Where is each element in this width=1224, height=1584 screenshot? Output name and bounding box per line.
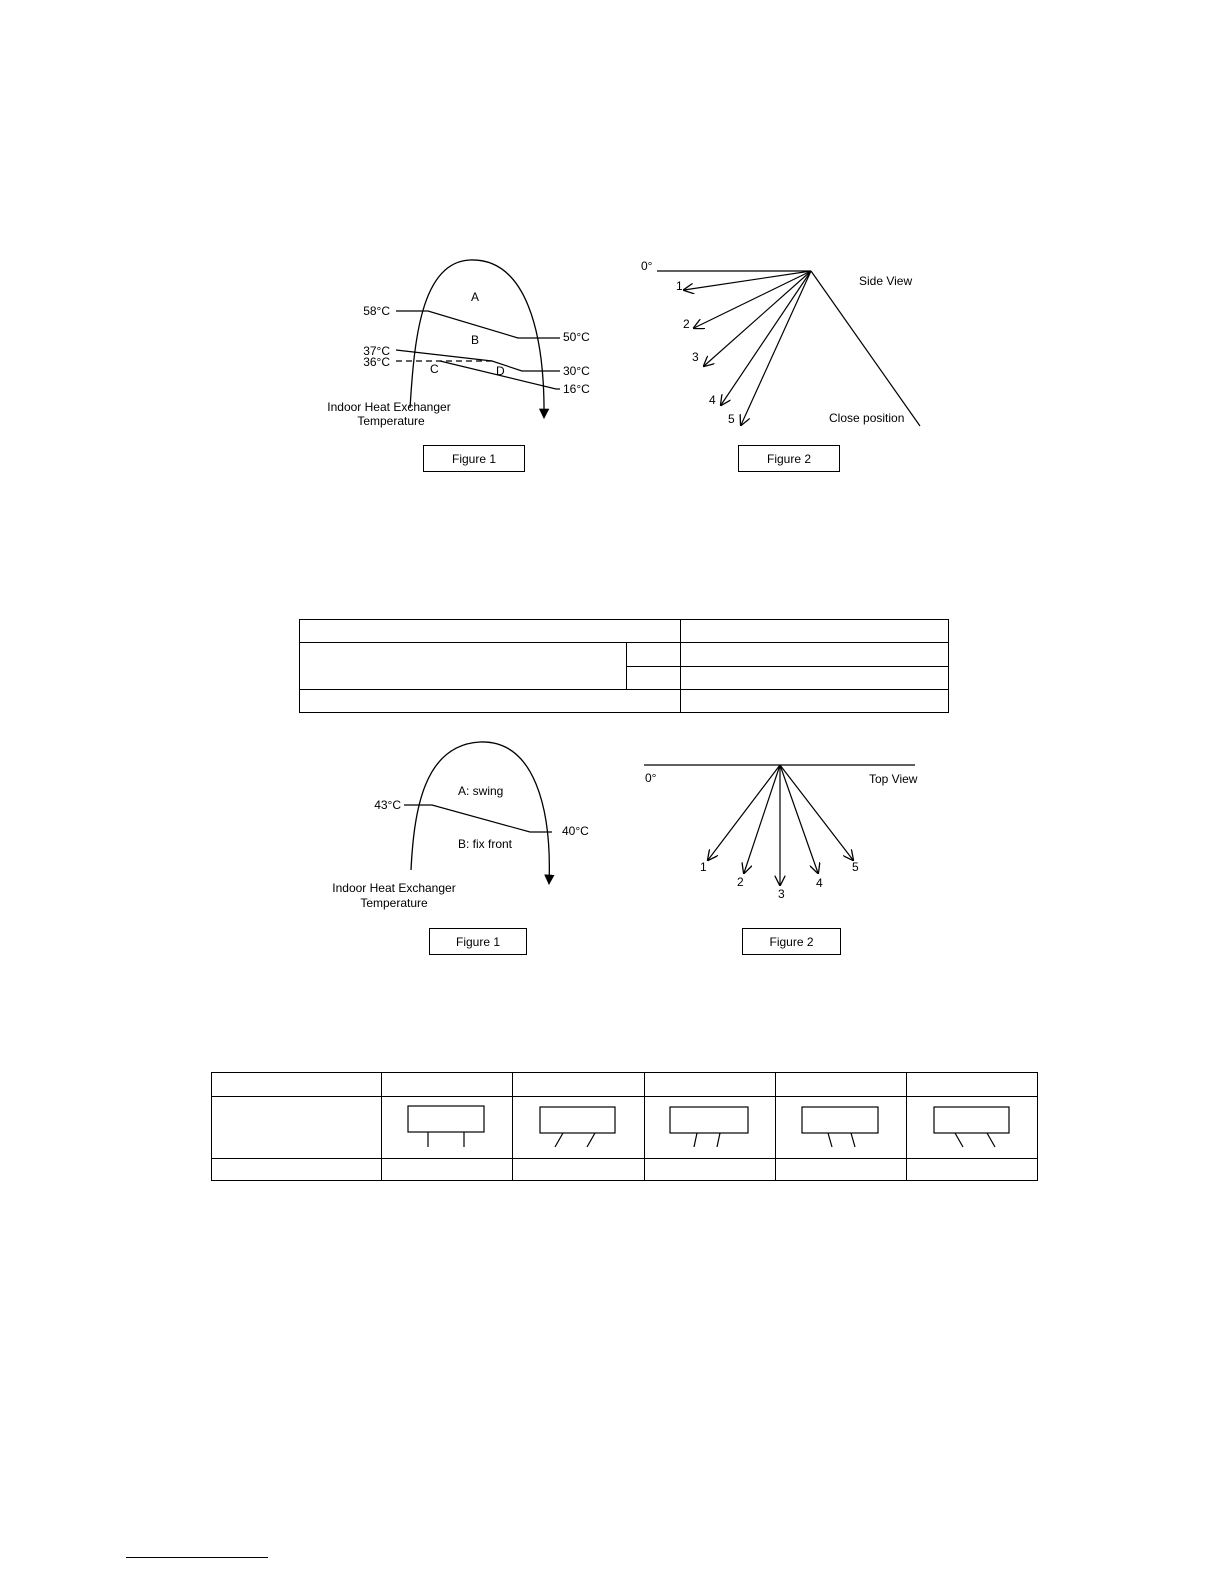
zone-swing-label: A: swing	[458, 784, 504, 798]
position-1-label: 1	[700, 860, 707, 874]
caption-line-2: Temperature	[360, 896, 428, 910]
zone-a-label: A	[471, 290, 480, 304]
temp-40-label: 40°C	[562, 824, 589, 838]
figure1-top-label: Figure 1	[423, 445, 525, 472]
zero-degree-label: 0°	[645, 771, 657, 785]
position-5-label: 5	[728, 412, 735, 426]
position-4-label: 4	[816, 876, 823, 890]
louver-left-strong-icon	[540, 1107, 615, 1147]
position-4-label: 4	[709, 393, 716, 407]
temp-30-label: 30°C	[563, 364, 590, 378]
top-view-label: Top View	[869, 772, 918, 786]
temp-58-label: 58°C	[363, 304, 390, 318]
figure2-top-label: Figure 2	[738, 445, 840, 472]
temp-43-label: 43°C	[374, 798, 401, 812]
position-3-label: 3	[778, 887, 785, 901]
zone-fix-front-label: B: fix front	[458, 837, 513, 851]
louver-straight-icon	[408, 1106, 484, 1147]
side-view-label: Side View	[859, 274, 913, 288]
zone-c-label: C	[430, 362, 439, 376]
caption-line-2: Temperature	[357, 414, 425, 428]
louver-right-slight-icon	[802, 1107, 878, 1147]
close-position-label: Close position	[829, 411, 905, 425]
position-5-label: 5	[852, 860, 859, 874]
zero-degree-label: 0°	[641, 259, 653, 273]
temp-50-label: 50°C	[563, 330, 590, 344]
position-1-label: 1	[676, 279, 683, 293]
position-2-label: 2	[737, 875, 744, 889]
temp-37-label: 37°C	[363, 344, 390, 358]
temp-16-label: 16°C	[563, 382, 590, 396]
caption-line-1: Indoor Heat Exchanger	[332, 881, 456, 895]
caption-line-1: Indoor Heat Exchanger	[327, 400, 451, 414]
temp-36-label: 36°C	[363, 355, 390, 369]
figure1-bottom-label: Figure 1	[429, 928, 527, 955]
figure2-bottom-label: Figure 2	[742, 928, 841, 955]
zone-d-label: D	[496, 364, 505, 378]
position-2-label: 2	[683, 317, 690, 331]
zone-b-label: B	[471, 333, 480, 347]
footnote-divider	[126, 1557, 268, 1558]
position-3-label: 3	[692, 350, 699, 364]
louver-right-strong-icon	[934, 1107, 1009, 1147]
louver-left-slight-icon	[670, 1107, 748, 1147]
